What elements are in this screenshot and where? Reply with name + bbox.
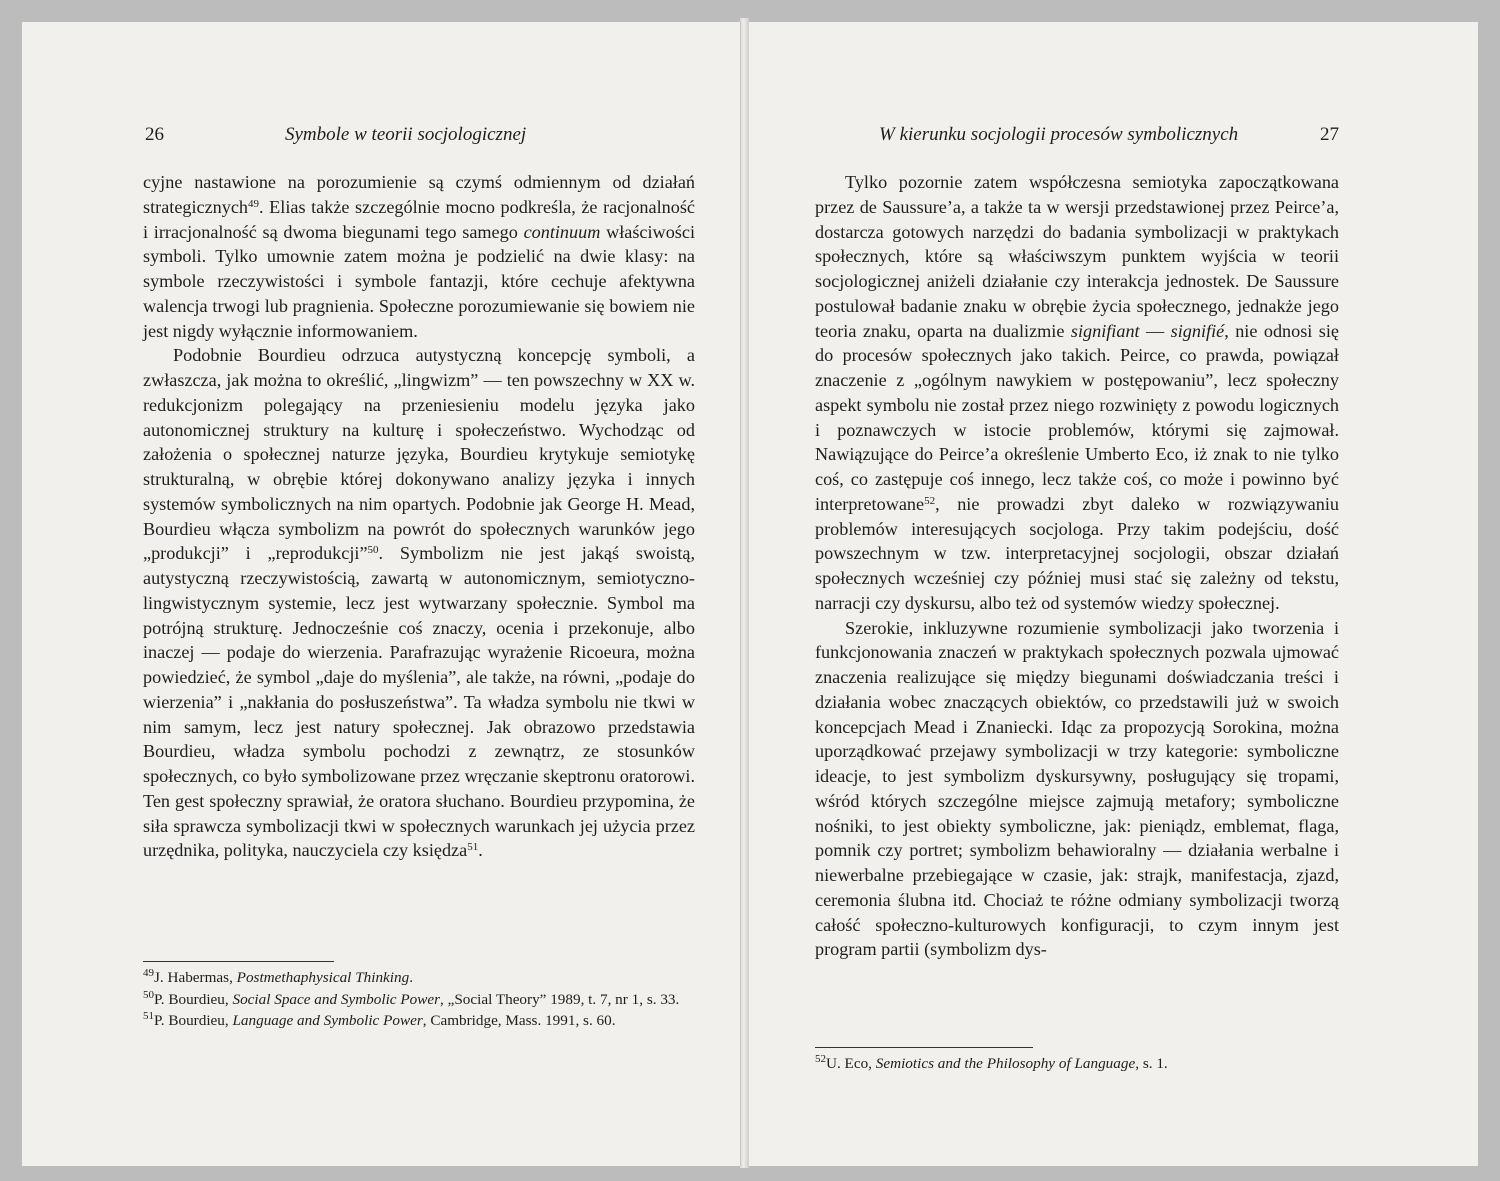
left-page — [22, 22, 741, 1166]
footnote-ref: 50 — [367, 544, 379, 557]
footnote-number: 50 — [143, 988, 154, 1001]
footnote — [815, 1053, 1339, 1075]
footnote-text: , „Social Theory” 1989, t. 7, nr 1, s. 33. — [440, 990, 680, 1008]
text-run: . Symbolizm nie jest jakąś swoistą, autystyczną rzeczywistością, zawartą w autonomicznym, semiotyczno-lingwistycznym systemie, lecz jest wytwarzany społecznie. Symbol ma potrójną strukturę. Jednocześnie coś znaczy, ocenia i przekonuje, albo inaczej — podaje do wierzenia. Parafrazując wyrażenie Ricoeura, można powiedzieć, że symbol „daje do myślenia”, ale także, na równi, „podaje do wierzenia” i „nakłania do posłuszeństwa”. Ta władza symbolu nie tkwi w nim samym, lecz jest natury społecznej. Jak obrazowo przedstawia Bourdieu, władza symbolu pochodzi z zewnątrz, ze stosunków społecznych, co było symbolizowane przez wręczanie skeptronu oratorowi. Ten gest społeczny sprawiał, że oratora słuchano. Bourdieu przypomina, że siła sprawcza symbolizacji tkwi w społecznych warunkach jej użycia przez urzędnika, polityka, nauczyciela czy księdza — [143, 543, 695, 861]
main-text — [143, 170, 695, 863]
footnote-title: Semiotics and the Philosophy of Language — [875, 1055, 1136, 1072]
right-page — [749, 22, 1478, 1166]
text-run: Tylko pozornie zatem współczesna semiotyka zapoczątkowana przez de Saussure’a, a także ta w wersji przedstawionej przez Peirce’a, dostarcza gotowych narzędzi do badania symbolizacji w praktykach społecznych, które są właściwszym punktem wyjścia w teorii socjologicznej aniżeli działanie czy interakcja jednostek. De Saussure postulował badanie znaku w obrębie życia społecznego, jednakże jego teoria znaku, oparta na dualizmie — [815, 172, 1339, 341]
running-title: Symbole w teorii socjologicznej — [285, 124, 527, 145]
footnote-title: Language and Symbolic Power — [232, 1012, 423, 1029]
footnote-text: J. Habermas, — [154, 969, 237, 986]
footnotes — [143, 967, 695, 1032]
emphasis: signifié — [1170, 320, 1225, 341]
footnote-number: 51 — [143, 1010, 154, 1022]
paragraph — [815, 170, 1339, 616]
text-run: cyjne nastawione na porozumienie są czymś odmiennym od działań strategicznych — [143, 172, 695, 217]
footnote — [143, 1010, 695, 1032]
footnote-ref: 51 — [467, 841, 479, 854]
text-run: właściwości symboli. Tylko umownie zatem można je podzielić na dwie klasy: na symbole rzeczywistości i symbole fantazji, które cechuje afektywna walencja trwogi lub pragnienia. Społeczne porozumiewanie się bowiem nie jest nigdy wyłącznie informowaniem. — [143, 221, 695, 341]
page-number: 26 — [145, 124, 164, 145]
footnote-text: P. Bourdieu, — [154, 1012, 233, 1029]
paragraph — [815, 616, 1339, 963]
text-run: — — [1139, 320, 1171, 341]
footnote-text: , s. 1. — [1135, 1055, 1168, 1072]
footnote — [143, 967, 695, 989]
footnote — [143, 989, 695, 1011]
text-run: . — [478, 840, 483, 861]
emphasis: continuum — [523, 221, 601, 242]
running-title: W kierunku socjologii procesów symbolicznych — [879, 124, 1239, 145]
footnote-number: 49 — [143, 967, 154, 979]
paragraph — [143, 170, 695, 343]
text-run: Szerokie, inkluzywne rozumienie symbolizacji jako tworzenia i funkcjonowania znaczeń w praktykach społecznych pozwala ujmować znaczenia realizujące się między biegunami doświadczania treści i działania wobec znaczących obiektów, co przedstawili już w swoich koncepcjach Mead i Znaniecki. Idąc za propozycją Sorokina, można uporządkować przejawy symbolizacji w trzy kategorie: symboliczne ideacje, to jest symbolizm dyskursywny, posługujący się tropami, wśród których szczególne miejsce zajmują metafory; symboliczne nośniki, to jest obiekty symboliczne, jak: pieniądz, emblemat, flaga, pomnik czy portret; symbolizm behawioralny — działania werbalne i niewerbalne przebiegające w czasie, jak: strajk, manifestacja, zjazd, ceremonia ślubna itd. Chociaż te różne odmiany symbolizacji tworzą całość społeczno-kulturowych konfiguracji, to czym innym jest program partii (symbolizm dys- — [815, 617, 1339, 960]
footnote-title: Social Space and Symbolic Power — [232, 990, 440, 1008]
footnote-text: . — [409, 969, 413, 986]
footnote-text: P. Bourdieu, — [154, 990, 233, 1008]
running-head-left — [22, 118, 740, 152]
footnotes — [815, 1053, 1339, 1075]
text-run: , nie prowadzi zbyt daleko w rozwiązywaniu problemów interesujących socjologa. Przy takim podejściu, dość powszechnym w tzw. interpretacyjnej socjologii, obszar działań społecznych wcześniej czy później musi stać się zależny od tekstu, narracji czy dyskursu, albo też od systemów wiedzy społecznej. — [815, 493, 1339, 613]
text-run: Podobnie Bourdieu odrzuca autystyczną koncepcję symboli, a zwłaszcza, jak można to określić, „lingwizm” — ten powszechny w XX w. redukcjonizm polegający na przeniesieniu modelu języka jako autonomicznej struktury na kulturę i społeczeństwo. Wychodząc od założenia o społecznej naturze języka, Bourdieu krytykuje semiotykę strukturalną, w obrębie której dokonywano analizy języka i innych systemów symbolicznych na nim opartych. Podobnie jak George H. Mead, Bourdieu włącza symbolizm na powrót do społecznych warunków jego „produkcji” i „reprodukcji” — [143, 345, 695, 564]
paragraph — [143, 343, 695, 863]
footnote-divider — [815, 1047, 1033, 1048]
footnote-title: Postmethaphysical Thinking — [236, 969, 410, 986]
footnote-ref: 52 — [924, 494, 936, 507]
footnote-divider — [143, 961, 334, 962]
footnote-ref: 49 — [248, 197, 260, 210]
book-spine — [740, 18, 749, 1168]
running-head-right — [749, 118, 1478, 152]
page-number: 27 — [1320, 124, 1339, 145]
footnote-text: U. Eco, — [826, 1055, 876, 1072]
main-text — [815, 170, 1339, 962]
text-run: . Elias także szczególnie mocno podkreśla, że racjonalność i irracjonalność są dwoma biegunami tego samego — [143, 196, 695, 242]
emphasis: signifiant — [1070, 320, 1140, 341]
footnote-number: 52 — [815, 1053, 826, 1065]
footnote-text: , Cambridge, Mass. 1991, s. 60. — [422, 1012, 616, 1029]
text-run: , nie odnosi się do procesów społecznych jako takich. Peirce, co prawda, powiązał znaczenie z „ogólnym nawykiem w postępowaniu”, lecz społeczny aspekt symbolu nie został przez niego rozwinięty z powodu logicznych i poznawczych w istocie problemów, którymi się zajmował. Nawiązujące do Peirce’a określenie Umberto Eco, iż znak to nie tylko coś, co zastępuje coś innego, lecz także coś, co może i powinno być interpretowane — [815, 320, 1339, 514]
